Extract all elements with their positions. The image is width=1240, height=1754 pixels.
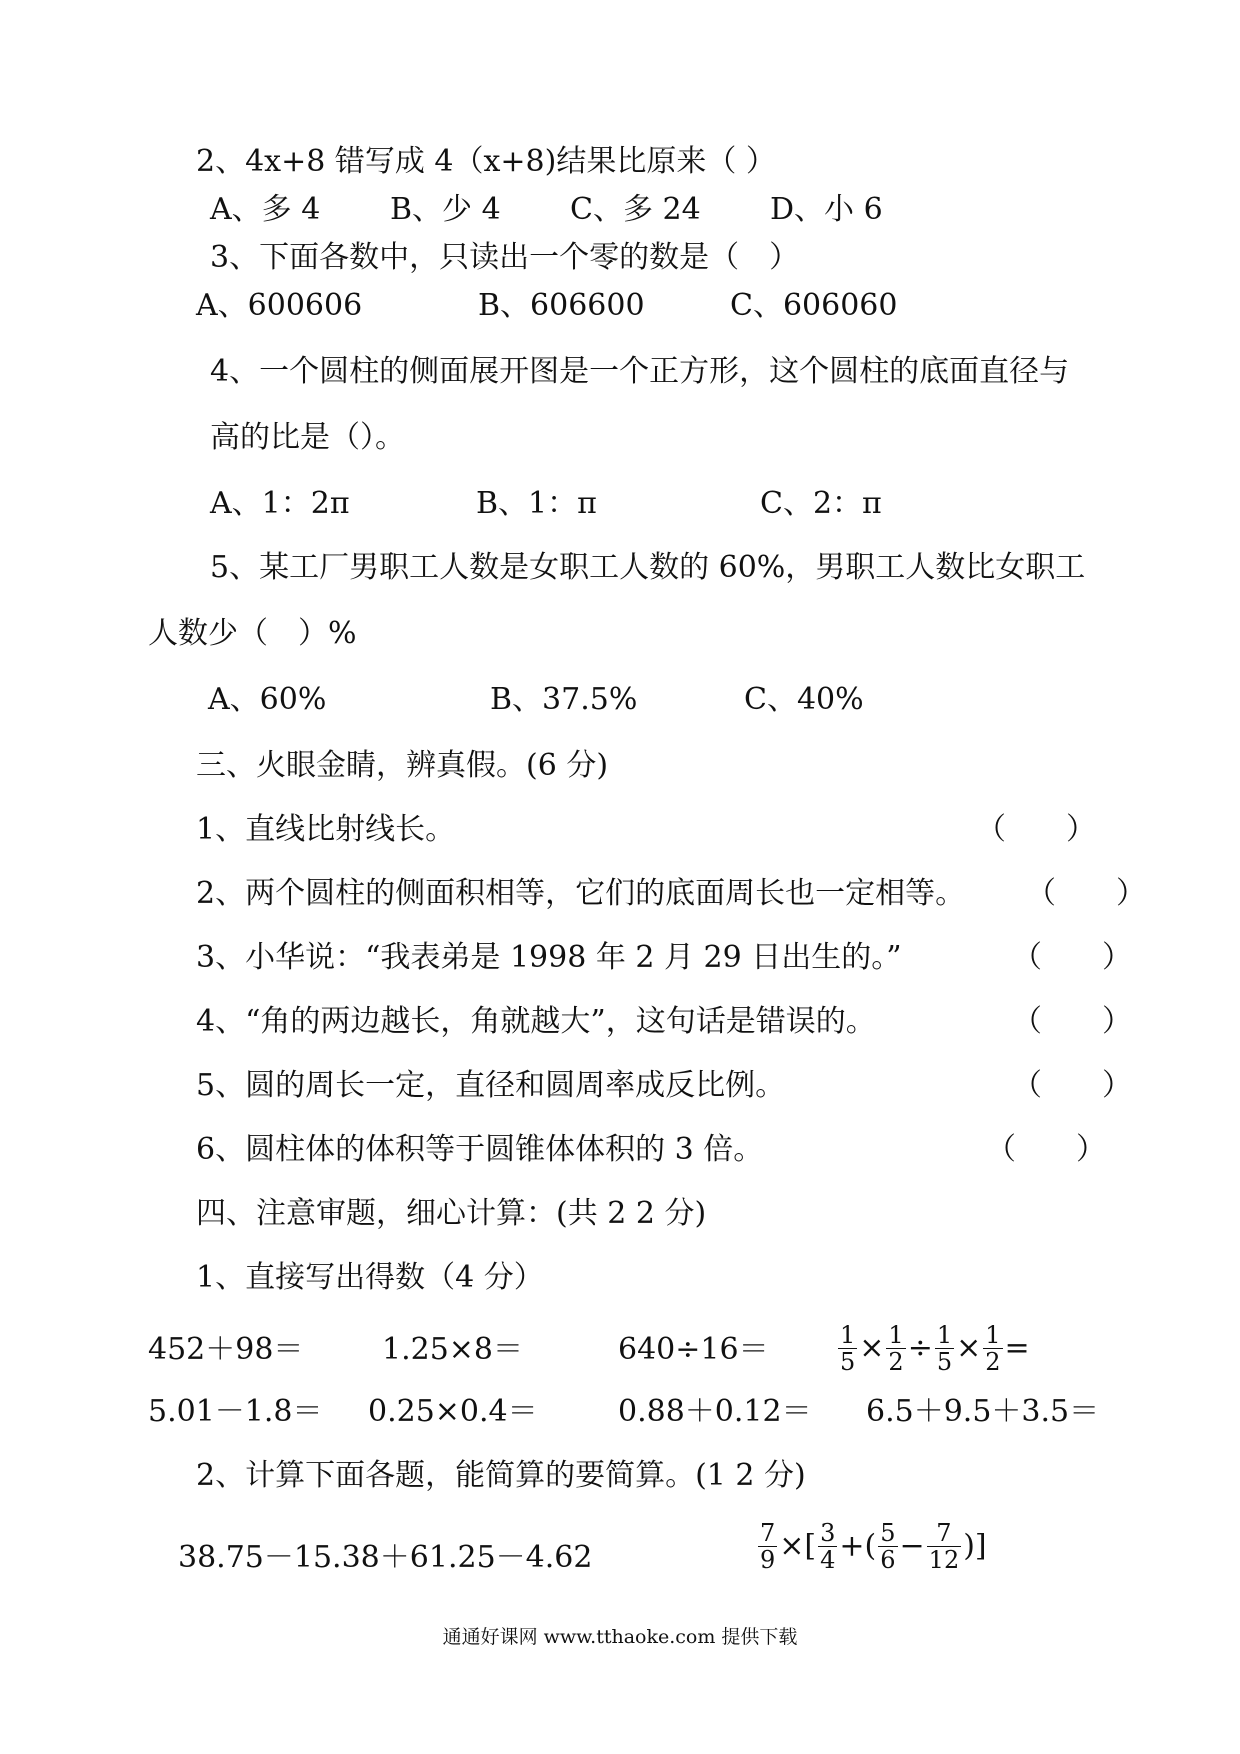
q4-option-b: B、1：π	[476, 486, 597, 521]
q3-option-c: C、606060	[730, 288, 898, 323]
section4-sub1: 1、直接写出得数（4 分）	[196, 1260, 544, 1295]
judge-answer-3[interactable]: （ ）	[1012, 940, 1132, 975]
q2-stem: 2、4x+8 错写成 4（x+8)结果比原来（ ）	[196, 144, 776, 179]
judge-item-4: 4、“角的两边越长，角就越大”，这句话是错误的。	[196, 1004, 876, 1039]
judge-item-1: 1、直线比射线长。	[196, 812, 456, 847]
q4-option-a: A、1：2π	[210, 486, 350, 521]
q5-option-a: A、60%	[208, 682, 327, 717]
q2-option-c: C、多 24	[570, 192, 701, 227]
q5-stem-line2: 人数少（ ）%	[148, 616, 357, 651]
q4-stem-line1: 4、一个圆柱的侧面展开图是一个正方形，这个圆柱的底面直径与	[210, 354, 1070, 389]
oral-calc-5: 5.01－1.8＝	[148, 1394, 323, 1429]
oral-calc-1: 452＋98＝	[148, 1332, 304, 1367]
q4-stem-line2: 高的比是（）。	[210, 420, 405, 455]
oral-calc-2: 1.25×8＝	[382, 1332, 524, 1367]
judge-answer-5[interactable]: （ ）	[1012, 1068, 1132, 1103]
q2-option-b: B、少 4	[390, 192, 501, 227]
oral-calc-4-fraction-expr	[836, 1322, 1030, 1375]
oral-calc-row-1	[0, 1322, 1240, 1378]
judge-answer-4[interactable]: （ ）	[1012, 1004, 1132, 1039]
section4-sub2: 2、计算下面各题，能简算的要简算。(1 2 分)	[196, 1458, 806, 1493]
oral-calc-6: 0.25×0.4＝	[368, 1394, 538, 1429]
fraction: $\frac{1}{5}$	[936, 1321, 953, 1376]
judge-item-6: 6、圆柱体的体积等于圆锥体体积的 3 倍。	[196, 1132, 764, 1167]
q5-stem-line1: 5、某工厂男职工人数是女职工人数的 60%，男职工人数比女职工	[210, 550, 1086, 585]
fraction: $\frac{1}{5}$	[840, 1321, 856, 1376]
fraction: $\frac{5}{6}$	[880, 1519, 896, 1574]
close-brackets: )]	[963, 1528, 987, 1564]
fraction: $\frac{1}{2}$	[985, 1321, 1001, 1376]
minus-operator: −	[899, 1528, 925, 1564]
fraction: $\frac{1}{2}$	[888, 1321, 904, 1376]
oral-calc-3: 640÷16＝	[618, 1332, 769, 1367]
divide-operator: ÷	[907, 1330, 933, 1366]
q3-option-b: B、606600	[478, 288, 645, 323]
q3-option-a: A、600606	[196, 288, 363, 323]
q2-option-a: A、多 4	[210, 192, 321, 227]
judge-answer-6[interactable]: （ ）	[986, 1132, 1106, 1167]
q3-stem: 3、下面各数中，只读出一个零的数是（ ）	[210, 240, 800, 275]
times-bracket: ×[	[779, 1528, 817, 1564]
calc-expression-2	[756, 1520, 987, 1573]
q5-option-c: C、40%	[744, 682, 864, 717]
judge-item-2: 2、两个圆柱的侧面积相等，它们的底面周长也一定相等。	[196, 876, 966, 911]
plus-paren: +(	[839, 1528, 877, 1564]
q4-option-c: C、2：π	[760, 486, 882, 521]
q2-option-d: D、小 6	[770, 192, 883, 227]
calc-row	[0, 1520, 1240, 1592]
judge-answer-2[interactable]: （ ）	[1026, 876, 1146, 911]
times-operator: ×	[956, 1330, 982, 1366]
fraction: $\frac{7}{12}$	[928, 1519, 960, 1574]
section4-title: 四、注意审题，细心计算：(共 2 2 分)	[196, 1196, 707, 1231]
fraction: $\frac{7}{9}$	[760, 1519, 776, 1574]
oral-calc-8: 6.5＋9.5＋3.5＝	[866, 1394, 1100, 1429]
calc-expression-1: 38.75－15.38＋61.25－4.62	[178, 1540, 593, 1575]
oral-calc-7: 0.88＋0.12＝	[618, 1394, 812, 1429]
times-operator: ×	[859, 1330, 885, 1366]
judge-item-5: 5、圆的周长一定，直径和圆周率成反比例。	[196, 1068, 786, 1103]
footer-download-credit: 通通好课网 www.tthaoke.com 提供下载	[442, 1626, 798, 1648]
section3-title: 三、火眼金睛，辨真假。(6 分)	[196, 748, 609, 783]
judge-answer-1[interactable]: （ ）	[976, 812, 1096, 847]
judge-item-3: 3、小华说：“我表弟是 1998 年 2 月 29 日出生的。”	[196, 940, 902, 975]
q5-option-b: B、37.5%	[490, 682, 638, 717]
fraction: $\frac{3}{4}$	[820, 1519, 836, 1574]
equals-sign: =	[1004, 1330, 1030, 1366]
